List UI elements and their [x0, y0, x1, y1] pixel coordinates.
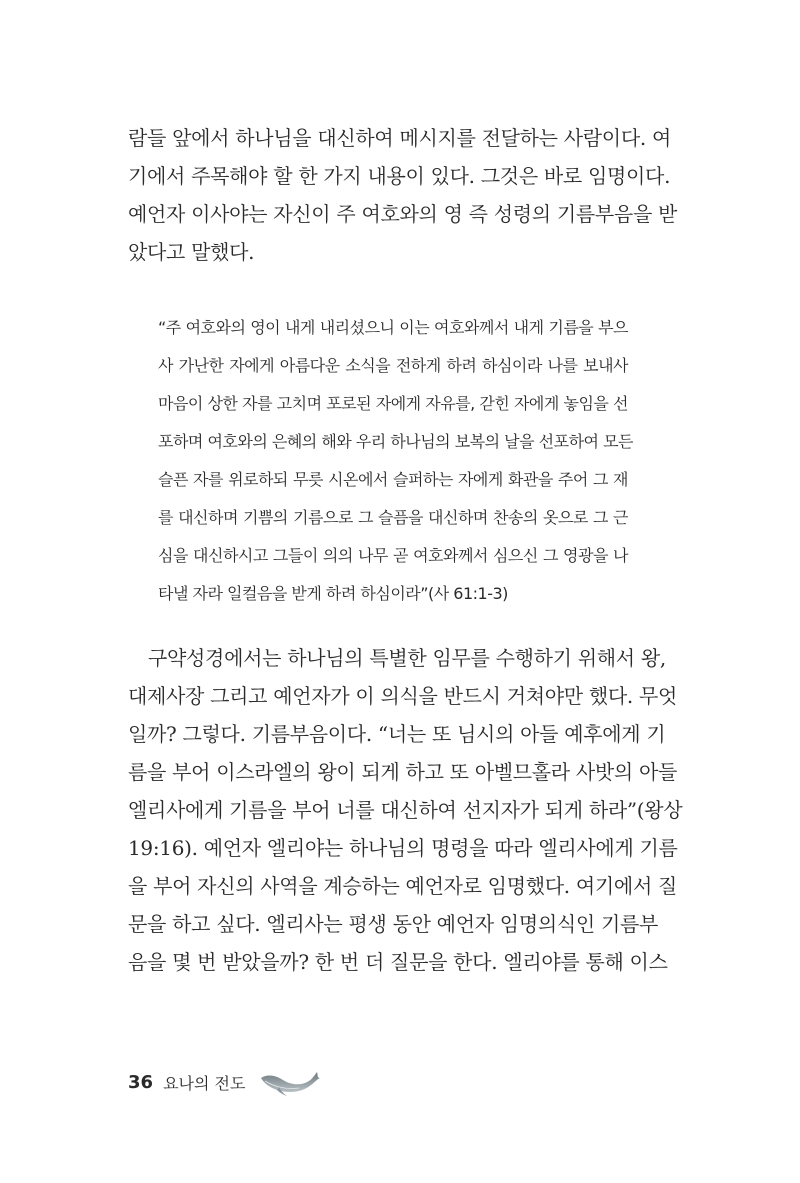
text-line: 대제사장 그리고 예언자가 이 의식을 반드시 거쳐야만 했다. 무엇 — [128, 684, 678, 708]
quote-line: 포하며 여호와의 은혜의 해와 우리 하나님의 보복의 날을 선포하여 모든 — [158, 432, 633, 451]
text-line: 을 부어 자신의 사역을 계승하는 예언자로 임명했다. 여기에서 질 — [128, 874, 678, 898]
quote-line: 를 대신하며 기쁨의 기름으로 그 슬픔을 대신하며 찬송의 옷으로 그 근 — [158, 508, 628, 527]
quote-line: 타낼 자라 일컬음을 받게 하려 하심이라”(사 61:1-3) — [158, 584, 508, 603]
text-line: 엘리사에게 기름을 부어 너를 대신하여 선지자가 되게 하라”(왕상 — [128, 798, 683, 822]
text-line: 일까? 그렇다. 기름부음이다. “너는 또 님시의 아들 예후에게 기 — [128, 722, 666, 746]
whale-icon — [259, 1066, 321, 1098]
text-line: 19:16). 예언자 엘리야는 하나님의 명령을 따라 엘리사에게 기름 — [128, 836, 678, 860]
text-line: 기에서 주목해야 할 한 가지 내용이 있다. 그것은 바로 임명이다. — [128, 164, 671, 188]
quote-line: 마음이 상한 자를 고치며 포로된 자에게 자유를, 갇힌 자에게 놓임을 선 — [158, 394, 628, 413]
text-line: 문을 하고 싶다. 엘리사는 평생 동안 예언자 임명의식인 기름부 — [128, 912, 659, 936]
text-line: 음을 몇 번 받았을까? 한 번 더 질문을 한다. 엘리야를 통해 이스 — [128, 950, 668, 974]
text-line: 람들 앞에서 하나님을 대신하여 메시지를 전달하는 사람이다. 여 — [128, 126, 671, 150]
text-line: 구약성경에서는 하나님의 특별한 임무를 수행하기 위해서 왕, — [148, 646, 666, 670]
page-number: 36 — [128, 1071, 154, 1093]
quote-line: “주 여호와의 영이 내게 내리셨으니 이는 여호와께서 내게 기름을 부으 — [158, 318, 628, 337]
text-line: 았다고 말했다. — [128, 240, 255, 264]
text-line: 예언자 이사야는 자신이 주 여호와의 영 즉 성령의 기름부음을 받 — [128, 202, 678, 226]
quote-line: 슬픈 자를 위로하되 무릇 시온에서 슬퍼하는 자에게 화관을 주어 그 재 — [158, 470, 628, 489]
quote-line: 사 가난한 자에게 아름다운 소식을 전하게 하려 하심이라 나를 보내사 — [158, 356, 628, 375]
book-title: 요나의 전도 — [163, 1073, 246, 1093]
page-footer — [128, 1066, 321, 1098]
text-line: 름을 부어 이스라엘의 왕이 되게 하고 또 아벨므홀라 사밧의 아들 — [128, 760, 678, 784]
quote-line: 심을 대신하시고 그들이 의의 나무 곧 여호와께서 심으신 그 영광을 나 — [158, 546, 628, 565]
